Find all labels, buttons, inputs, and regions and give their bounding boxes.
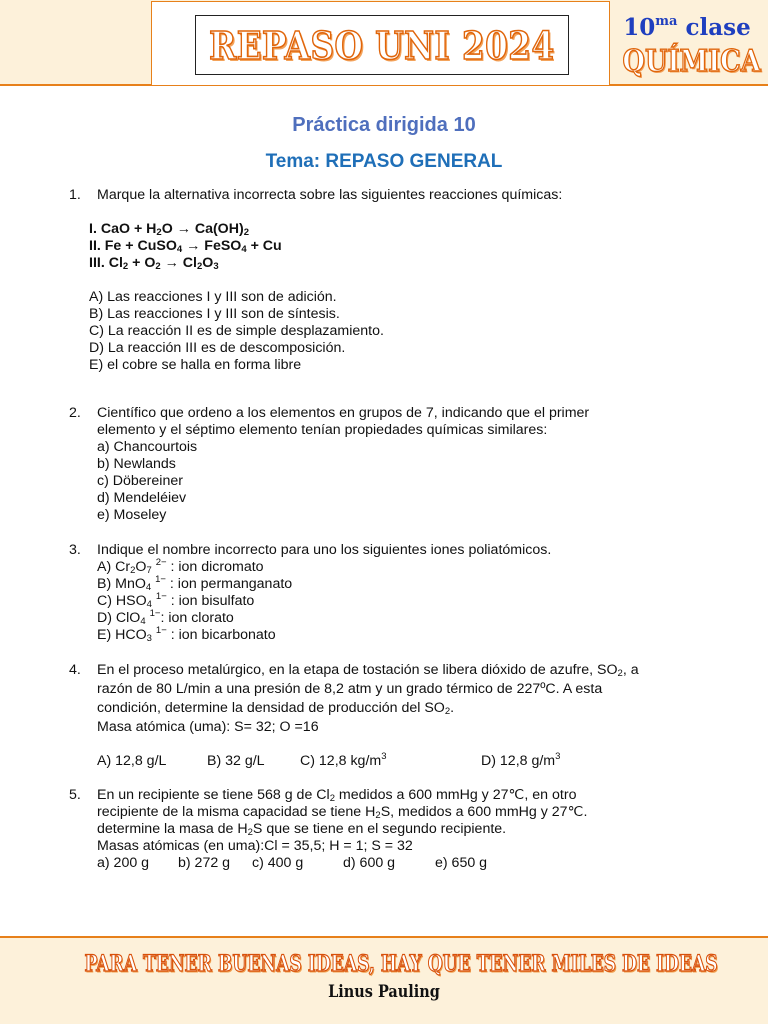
reaction-3: III. $Cl_2 + O_2 \to Cl_2O_3$ <box>89 255 219 272</box>
option-d: D) La reacción III es de descomposición. <box>89 340 346 356</box>
option-e: E) el cobre se halla en forma libre <box>89 357 302 373</box>
class-number-value: 10 <box>623 14 656 41</box>
question-prompt-line: En un recipiente se tiene 568 g de $Cl_2$ medidos a 600 mmHg y 27℃, en otro <box>97 787 577 804</box>
options-row <box>97 752 719 769</box>
question-number: 5. <box>69 787 81 803</box>
question-prompt-line: razón de 80 L/min a una presión de 8,2 atm y un grado térmico de 227ºC. A esta <box>97 681 603 697</box>
question-prompt-line: Masas atómicas (en uma):Cl = 35,5; H = 1; S = 32 <box>97 838 413 854</box>
footer-author: Linus Pauling <box>328 982 440 1002</box>
footer-band <box>0 936 768 1024</box>
question-5 <box>69 787 719 872</box>
option-a: A) 12,8 g/L <box>97 753 167 769</box>
title-frame <box>151 1 610 86</box>
option-e: e) Moseley <box>97 507 167 523</box>
option-a: A) Las reacciones I y III son de adición. <box>89 289 337 305</box>
option-name: : ion bisulfato <box>166 593 255 609</box>
practice-title: Práctica dirigida 10 <box>292 114 476 136</box>
question-number: 1. <box>69 187 81 203</box>
topic-title: Tema: REPASO GENERAL <box>265 151 503 172</box>
option-a: a) Chancourtois <box>97 439 198 455</box>
option-d: D) 12,8 $g/m^3$ <box>481 751 561 769</box>
class-word: clase <box>685 14 751 41</box>
question-1 <box>69 187 719 374</box>
question-number: 3. <box>69 542 81 558</box>
footer-quote: PARA TENER BUENAS IDEAS, HAY QUE TENER MILES DE IDEAS <box>84 951 718 977</box>
question-2 <box>69 405 719 524</box>
option-c: C) $HSO_4$ $^{1-}$ : ion bisulfato <box>97 591 255 610</box>
option-b: B) 32 g/L <box>207 753 265 769</box>
option-c: C) 12,8 $kg/m^3$ <box>300 751 387 769</box>
page-title: REPASO UNI 2024 <box>209 22 555 68</box>
question-prompt-line: determine la masa de $H_2S$ que se tiene en el segundo recipiente. <box>97 821 507 838</box>
option-c: C) La reacción II es de simple desplazamiento. <box>89 323 384 339</box>
option-d: d) Mendeléiev <box>97 490 187 506</box>
option-b: b) Newlands <box>97 456 176 472</box>
question-prompt-line: Masa atómica (uma): S= 32; O =16 <box>97 719 319 735</box>
option-e: e) 650 g <box>435 855 488 871</box>
question-prompt-line: En el proceso metalúrgico, en la etapa de tostación se libera dióxido de azufre, $SO_2$, a <box>97 662 639 679</box>
subject-label: QUÍMICA <box>622 44 761 79</box>
question-prompt: Indique el nombre incorrecto para uno los siguientes iones poliatómicos. <box>97 542 552 558</box>
question-3 <box>69 542 719 644</box>
question-prompt-line: Científico que ordeno a los elementos en grupos de 7, indicando que el primer <box>97 405 590 421</box>
option-name: : ion dicromato <box>166 559 264 575</box>
option-a: a) 200 g <box>97 855 150 871</box>
reaction-2: II. Fe + CuSO$_4$ → FeSO$_4$ + Cu <box>89 238 282 255</box>
option-name: : ion bicarbonato <box>166 627 276 643</box>
option-e: E) $HCO_3$ $^{1-}$ : ion bicarbonato <box>97 625 276 644</box>
class-number-suffix: ma <box>655 14 678 29</box>
option-name: : ion clorato <box>160 610 234 626</box>
question-prompt-line: elemento y el séptimo elemento tenían propiedades químicas similares: <box>97 422 548 438</box>
option-d: D) ClO$_4$ $^{1-}$: ion clorato <box>97 608 234 627</box>
title-box <box>195 15 569 75</box>
option-b: B) Las reacciones I y III son de síntesis. <box>89 306 340 322</box>
question-number: 2. <box>69 405 81 421</box>
question-4 <box>69 661 719 769</box>
question-number: 4. <box>69 662 81 678</box>
question-prompt: Marque la alternativa incorrecta sobre las siguientes reacciones químicas: <box>97 187 563 203</box>
option-a: A) $Cr_2O_7$ $^{2-}$ : ion dicromato <box>97 557 264 576</box>
option-c: c) 400 g <box>252 855 304 871</box>
option-name: : ion permanganato <box>165 576 293 592</box>
question-prompt-line: condición, determine la densidad de producción del $SO_2$. <box>97 700 455 717</box>
option-d: d) 600 g <box>343 855 396 871</box>
question-prompt-line: recipiente de la misma capacidad se tiene $H_2S$, medidos a 600 mmHg y 27℃. <box>97 804 588 821</box>
option-c: c) Döbereiner <box>97 473 183 489</box>
reaction-1: I. CaO + $H_2O \to Ca(OH)_2$ <box>89 221 249 238</box>
options-row <box>97 855 719 872</box>
option-b: B) MnO$_4$ $^{1-}$ : ion permanganato <box>97 574 293 593</box>
class-number <box>612 14 762 41</box>
option-b: b) 272 g <box>178 855 231 871</box>
